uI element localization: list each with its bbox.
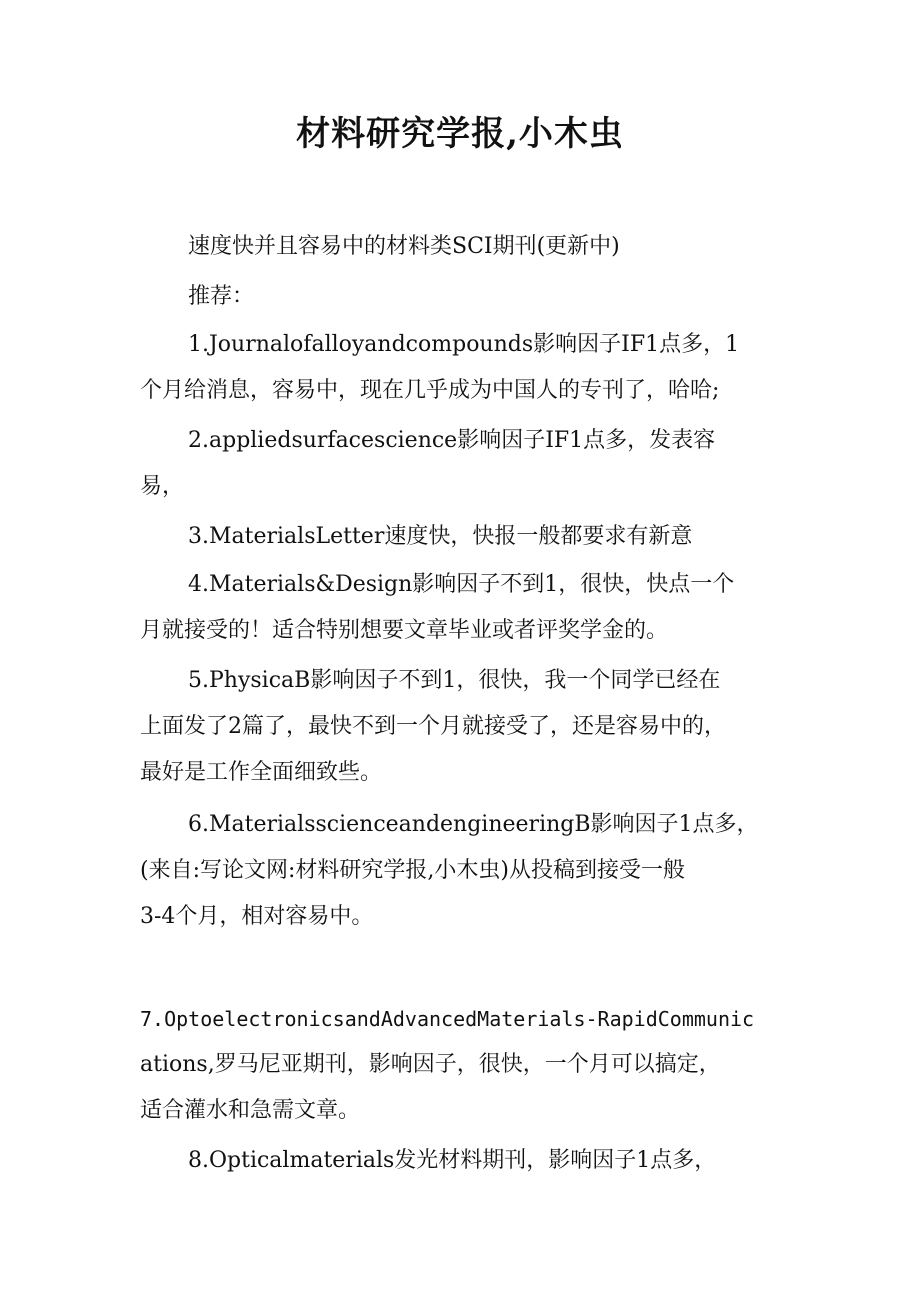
paragraph-line: ations,罗马尼亚期刊，影响因子，很快，一个月可以搞定， [140,1052,721,1077]
document-title: 材料研究学报,小木虫 [296,114,624,154]
paragraph [140,1138,790,1184]
paragraph [140,274,790,320]
paragraph-line: 8.Opticalmaterials发光材料期刊，影响因子1点多， [188,1148,717,1173]
paragraph-line: 上面发了2篇了，最快不到一个月就接受了，还是容易中的， [140,714,726,739]
paragraph [140,658,790,796]
paragraph [140,562,790,654]
paragraph-line: 最好是工作全面细致些。 [140,760,383,785]
paragraph-line: 易， [140,474,185,499]
paragraph-line: 6.MaterialsscienceandengineeringB影响因子1点多， [188,812,759,837]
paragraph [140,418,790,510]
paragraph-line: 推荐： [188,284,255,309]
paragraph-line: 1.Journalofalloyandcompounds影响因子IF1点多，1 [188,332,740,357]
paragraph-line: 2.appliedsurfacescience影响因子IF1点多，发表容 [188,428,716,453]
paragraph-line: 3.MaterialsLetter速度快，快报一般都要求有新意 [188,524,693,549]
paragraph [140,224,790,270]
paragraph [140,996,790,1134]
paragraph [140,322,790,414]
paragraph-line: 个月给消息，容易中，现在几乎成为中国人的专刊了，哈哈; [140,378,720,403]
paragraph-line: 5.PhysicaB影响因子不到1，很快，我一个同学已经在 [188,668,721,693]
paragraph [140,802,790,940]
paragraph-line: (来自:写论文网:材料研究学报,小木虫)从投稿到接受一般 [140,858,685,883]
paragraph-line: 4.Materials&Design影响因子不到1，很快，快点一个 [188,572,735,597]
paragraph-line: 适合灌水和急需文章。 [140,1098,361,1123]
paragraph-line: 7.OptoelectronicsandAdvancedMaterials-RapidCommunic [140,1007,755,1031]
paragraph-line: 速度快并且容易中的材料类SCI期刊(更新中) [188,234,620,259]
paragraph-line: 月就接受的！适合特别想要文章毕业或者评奖学金的。 [140,618,669,643]
paragraph-line: 3-4个月，相对容易中。 [140,904,374,929]
paragraph [140,514,790,560]
